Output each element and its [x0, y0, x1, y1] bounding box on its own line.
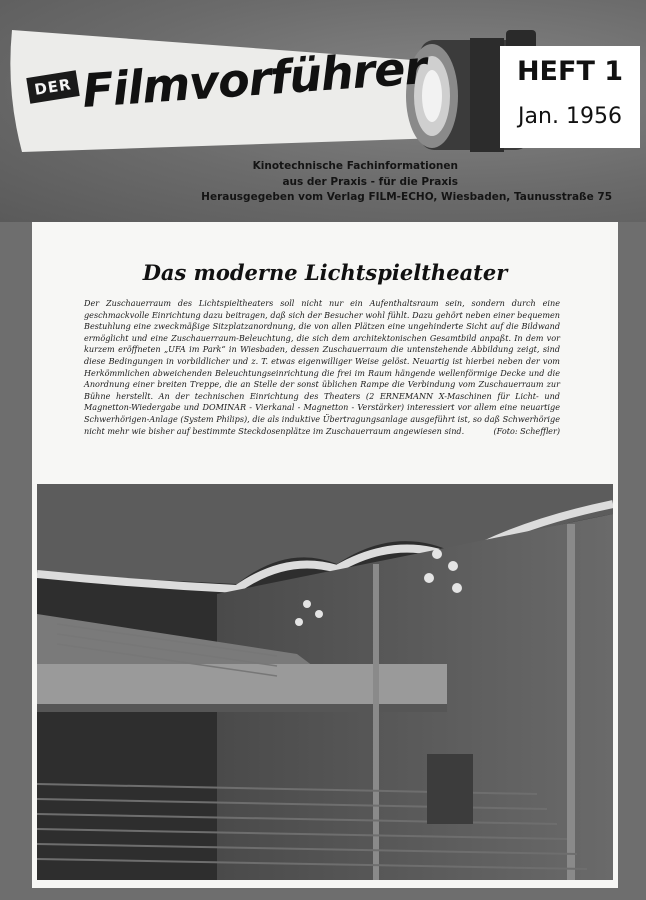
- article-body-text: Der Zuschauerraum des Lichtspieltheaters soll nicht nur ein Aufenthaltsraum sein, sondern durch eine geschmackvolle Einrichtung dazu beitragen, daß sich der Besucher wohl fühlt. Dazu gehört neben einer bequemen Bestuhlung eine zweckmäßige Sitzplatzanordnung, die von allen Plätzen eine ungehinderte Sicht auf die Bildwand ermöglicht und eine Zuschauerraum-Beleuchtung, die sich dem architektonischen Gesamtbild anpaßt. In dem vor kurzem eröffneten „UFA im Park“ in Wiesbaden, dessen Zuschauerraum die untenstehende Abbildung zeigt, sind diese Bedingungen in vorbildlicher und z. T. etwas eigenwilliger Weise gelöst. Neuartig ist hierbei neben der vom Herkömmlichen abweichenden Beleuchtungseinrichtung die frei im Raum hängende wellenförmige Decke und die Anordnung einer breiten Treppe, die an Stelle der sonst üblichen Rampe die Verbindung vom Zuschauerraum zur Bühne herstellt. An der technischen Einrichtung des Theaters (2 ERNEMANN X-Maschinen für Licht- und Magnetton-Wiedergabe und DOMINAR - Vierkanal - Magnetton - Verstärker) interessiert vor allem eine neuartige Schwerhörigen-Anlage (System Philips), die als induktive Übertragungsanlage ausgeführt ist, so daß Schwerhörige nicht mehr wie bisher auf bestimmte Steckdosenplätze im Zuschauerraum angewiesen sind.: [84, 298, 560, 436]
- tagline: [253, 158, 458, 190]
- article-panel: [32, 222, 618, 888]
- article-body: [84, 298, 560, 437]
- tagline-line-2: aus der Praxis - für die Praxis: [282, 176, 458, 188]
- logo-title: Filmvorführer: [80, 40, 428, 118]
- photo-credit: (Foto: Scheffler): [493, 425, 560, 436]
- article-headline: Das moderne Lichtspieltheater: [142, 260, 508, 285]
- issue-number: HEFT 1: [516, 56, 624, 87]
- issue-date: Jan. 1956: [518, 104, 622, 129]
- cinema-auditorium-photo: [37, 484, 613, 880]
- tagline-line-1: Kinotechnische Fachinformationen: [252, 160, 458, 172]
- masthead: [0, 0, 646, 222]
- publisher-line: Herausgegeben vom Verlag FILM-ECHO, Wiesbaden, Taunusstraße 75: [201, 191, 612, 203]
- logo-prefix: DER: [26, 70, 79, 104]
- issue-box: [500, 46, 640, 148]
